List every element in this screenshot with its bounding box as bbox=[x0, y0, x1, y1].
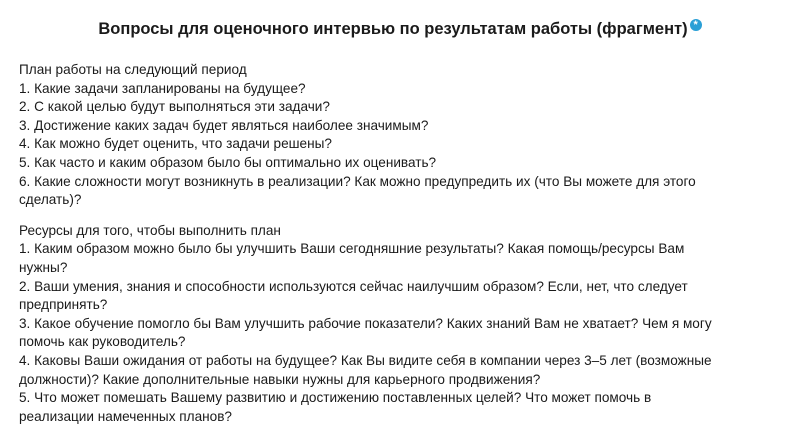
list-item: 1. Каким образом можно было бы улучшить Ваши сегодняшние результаты? Какая помощь/ресурсы Вам нужны? bbox=[19, 241, 685, 275]
section-resources bbox=[19, 222, 789, 427]
list-item: 4. Как можно будет оценить, что задачи решены? bbox=[19, 136, 332, 152]
list-item: 5. Как часто и каким образом было бы оптимально их оценивать? bbox=[19, 154, 437, 170]
document-body bbox=[19, 61, 789, 426]
list-item: 4. Каковы Ваши ожидания от работы на будущее? Как Вы видите себя в компании через 3–5 лет (возможные должности)? Какие дополнительные навыки нужны для карьерного продвижения? bbox=[19, 352, 712, 387]
list-item: 6. Какие сложности могут возникнуть в реализации? Как можно предупредить их (что Вы можете для этого сделать)? bbox=[19, 173, 696, 208]
list-item: 2. Ваши умения, знания и способности используются сейчас наилучшим образом? Если, нет, что следует предпринять? bbox=[19, 278, 688, 313]
list-item: 3. Какое обучение помогло бы Вам улучшить рабочие показатели? Каких знаний Вам не хватает? Чем я могу помочь как руководитель? bbox=[19, 315, 712, 350]
asterisk-badge-icon: * bbox=[690, 19, 702, 31]
list-item: 3. Достижение каких задач будет являться наиболее значимым? bbox=[19, 117, 429, 133]
section-heading: Ресурсы для того, чтобы выполнить план bbox=[19, 222, 281, 238]
section-work-plan bbox=[19, 61, 789, 210]
list-item: 2. С какой целью будут выполняться эти задачи? bbox=[19, 99, 330, 115]
list-item: 5. Что может помешать Вашему развитию и достижению поставленных целей? Что может помочь в реализации намеченных планов? bbox=[19, 390, 652, 424]
section-heading: План работы на следующий период bbox=[19, 62, 247, 77]
page-title-row bbox=[0, 18, 800, 40]
page-title: Вопросы для оценочного интервью по результатам работы (фрагмент) bbox=[98, 20, 688, 38]
list-item: 1. Какие задачи запланированы на будущее? bbox=[19, 80, 306, 96]
